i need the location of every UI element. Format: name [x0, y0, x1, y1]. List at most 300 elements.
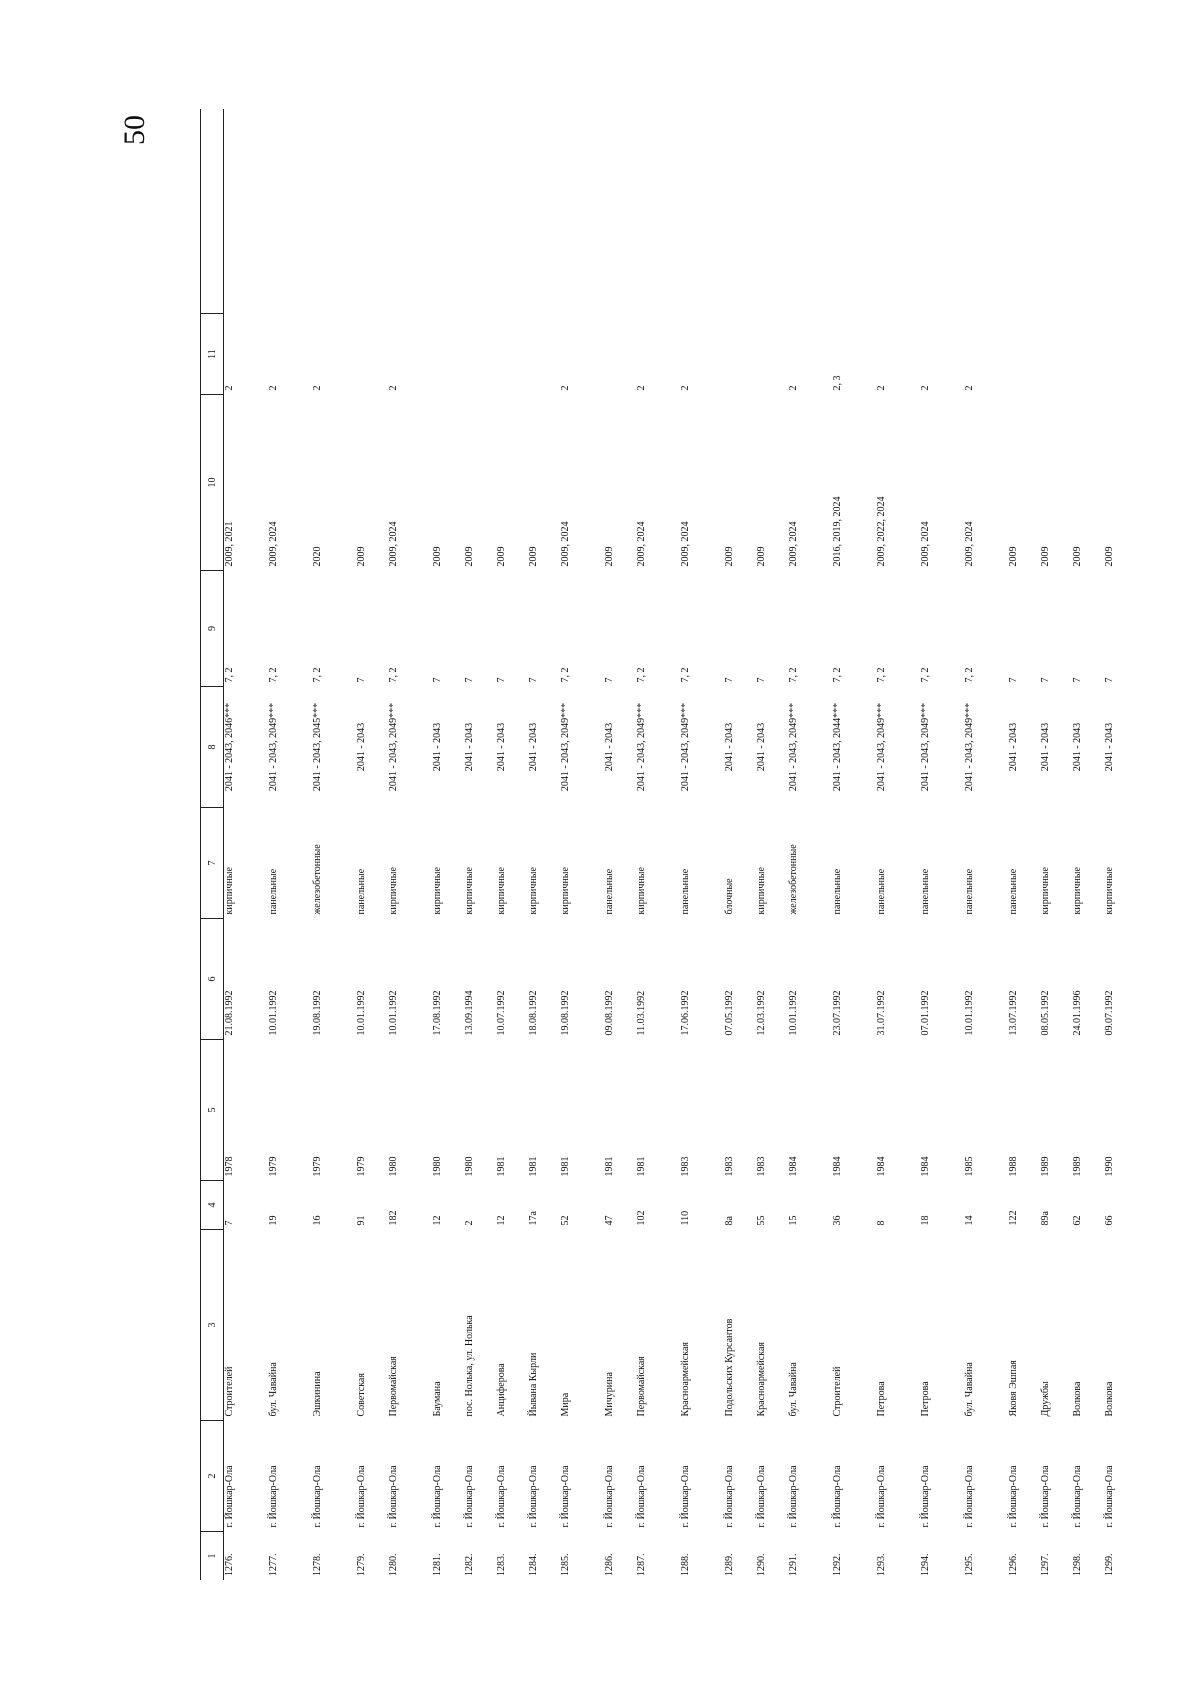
cell-house-number: 110 — [679, 1210, 691, 1226]
cell-house-number: 8а — [723, 1216, 735, 1226]
cell-city: г. Йошкар-Ола — [1071, 1465, 1083, 1528]
cell-row-number: 1278. — [311, 1553, 323, 1576]
cell-street: Баумана — [431, 1381, 443, 1417]
cell-col10-value: 2009 — [431, 546, 443, 567]
cell-street: бул. Чавайна — [267, 1362, 279, 1417]
cell-city: г. Йошкар-Ола — [679, 1465, 691, 1528]
cell-wall-material: панельные — [919, 868, 931, 915]
cell-col9-value: 7 — [1071, 677, 1083, 683]
cell-blank — [1072, 109, 1104, 314]
cell-blank — [680, 109, 724, 314]
cell-wall-material: блочные — [723, 878, 735, 915]
cell-col11-value — [604, 314, 636, 395]
col-header-9: 9 — [201, 571, 224, 687]
cell-col11-value — [1040, 314, 1072, 395]
cell-col10-value: 2009 — [1071, 546, 1083, 567]
cell-col10-value: 2009, 2024 — [963, 521, 975, 567]
cell-wall-material: кирпичные — [1071, 867, 1083, 915]
col-header-10: 10 — [201, 395, 224, 571]
cell-col11-value — [1072, 314, 1104, 395]
cell-house-number: 12 — [495, 1215, 507, 1226]
cell-row-number: 1298. — [1071, 1553, 1083, 1576]
cell-col9-value: 7 — [495, 677, 507, 683]
cell-city: г. Йошкар-Ола — [831, 1465, 843, 1528]
cell-col10-value: 2009, 2024 — [787, 521, 799, 567]
cell-date: 08.05.1992 — [1039, 990, 1051, 1036]
cell-city: г. Йошкар-Ола — [355, 1465, 367, 1528]
cell-col11-value: 2 — [559, 385, 571, 391]
table-row — [1008, 109, 1040, 1580]
cell-house-number: 8 — [875, 1220, 887, 1226]
cell-period: 2041 - 2043 — [1007, 722, 1019, 772]
cell-street: Красноармейская — [679, 1342, 691, 1417]
cell-street: Советская — [355, 1373, 367, 1417]
table-row — [560, 109, 604, 1580]
cell-col11-value: 2 — [311, 385, 323, 391]
cell-col11-value: 2 — [387, 385, 399, 391]
cell-col11-value: 2 — [875, 385, 887, 391]
cell-date: 10.07.1992 — [495, 990, 507, 1036]
table-row — [432, 109, 464, 1580]
cell-blank — [464, 109, 496, 314]
cell-row-number: 1293. — [875, 1553, 887, 1576]
cell-col10-value: 2009 — [463, 546, 475, 567]
cell-house-number: 91 — [355, 1215, 367, 1226]
cell-col9-value: 7, 2 — [311, 667, 323, 683]
cell-wall-material: кирпичные — [1039, 867, 1051, 915]
cell-col9-value: 7 — [1039, 677, 1051, 683]
table-row — [604, 109, 636, 1580]
cell-col11-value — [724, 314, 756, 395]
cell-blank — [560, 109, 604, 314]
cell-row-number: 1283. — [495, 1553, 507, 1576]
cell-col10-value: 2009 — [527, 546, 539, 567]
cell-date: 10.01.1992 — [963, 990, 975, 1036]
cell-col11-value — [756, 314, 788, 395]
cell-city: г. Йошкар-Ола — [635, 1465, 647, 1528]
cell-date: 24.01.1996 — [1071, 990, 1083, 1036]
cell-build-year: 1980 — [463, 1156, 475, 1177]
cell-city: г. Йошкар-Ола — [267, 1465, 279, 1528]
cell-build-year: 1984 — [831, 1156, 843, 1177]
cell-col10-value: 2009, 2021 — [224, 521, 235, 567]
cell-period: 2041 - 2043 — [355, 722, 367, 772]
cell-col10-value: 2009 — [1039, 546, 1051, 567]
cell-col11-value: 2 — [267, 385, 279, 391]
cell-blank — [268, 109, 312, 314]
cell-street: Первомайская — [387, 1356, 399, 1417]
cell-street: пос. Нолька, ул. Нолька — [463, 1315, 475, 1417]
col-header-7: 7 — [201, 808, 224, 919]
cell-blank — [876, 109, 920, 314]
cell-wall-material: кирпичные — [431, 867, 443, 915]
cell-city: г. Йошкар-Ола — [723, 1465, 735, 1528]
cell-blank — [604, 109, 636, 314]
cell-col9-value: 7, 2 — [267, 667, 279, 683]
cell-row-number: 1295. — [963, 1553, 975, 1576]
cell-blank — [1104, 109, 1136, 314]
cell-build-year: 1981 — [495, 1156, 507, 1177]
cell-col9-value: 7, 2 — [831, 667, 843, 683]
cell-street: Петрова — [919, 1381, 931, 1417]
cell-row-number: 1280. — [387, 1553, 399, 1576]
cell-wall-material: железобетонные — [311, 844, 323, 915]
cell-build-year: 1988 — [1007, 1156, 1019, 1177]
cell-wall-material: кирпичные — [224, 867, 235, 915]
cell-col9-value: 7, 2 — [224, 667, 235, 683]
cell-period: 2041 - 2043 — [755, 722, 767, 772]
cell-col9-value: 7, 2 — [919, 667, 931, 683]
cell-date: 19.08.1992 — [559, 990, 571, 1036]
cell-house-number: 182 — [387, 1210, 399, 1226]
cell-city: г. Йошкар-Ола — [431, 1465, 443, 1528]
table-row — [964, 109, 1008, 1580]
cell-col9-value: 7, 2 — [875, 667, 887, 683]
cell-col9-value: 7, 2 — [387, 667, 399, 683]
cell-street: Красноармейская — [755, 1342, 767, 1417]
cell-wall-material: кирпичные — [527, 867, 539, 915]
cell-city: г. Йошкар-Ола — [875, 1465, 887, 1528]
cell-build-year: 1984 — [919, 1156, 931, 1177]
cell-build-year: 1983 — [755, 1156, 767, 1177]
cell-date: 17.08.1992 — [431, 990, 443, 1036]
cell-period: 2041 - 2043, 2046*** — [224, 702, 235, 792]
cell-row-number: 1279. — [355, 1553, 367, 1576]
cell-col10-value: 2009, 2024 — [559, 521, 571, 567]
cell-col10-value: 2009, 2024 — [679, 521, 691, 567]
cell-row-number: 1292. — [831, 1553, 843, 1576]
col-header-11: 11 — [201, 314, 224, 395]
cell-col9-value: 7, 2 — [787, 667, 799, 683]
cell-col10-value: 2009 — [723, 546, 735, 567]
cell-wall-material: железобетонные — [787, 844, 799, 915]
col-header-5: 5 — [201, 1040, 224, 1181]
cell-build-year: 1989 — [1039, 1156, 1051, 1177]
cell-wall-material: панельные — [963, 868, 975, 915]
cell-city: г. Йошкар-Ола — [603, 1465, 615, 1528]
cell-city: г. Йошкар-Ола — [919, 1465, 931, 1528]
cell-row-number: 1286. — [603, 1553, 615, 1576]
cell-street: Строителей — [831, 1366, 843, 1417]
table-row — [224, 109, 268, 1580]
cell-col9-value: 7, 2 — [963, 667, 975, 683]
cell-blank — [832, 109, 876, 314]
cell-city: г. Йошкар-Ола — [755, 1465, 767, 1528]
cell-city: г. Йошкар-Ола — [1103, 1465, 1115, 1528]
cell-date: 13.07.1992 — [1007, 990, 1019, 1036]
cell-row-number: 1287. — [635, 1553, 647, 1576]
cell-house-number: 66 — [1103, 1215, 1115, 1226]
cell-col10-value: 2009, 2022, 2024 — [875, 496, 887, 567]
cell-build-year: 1979 — [311, 1156, 323, 1177]
cell-period: 2041 - 2043, 2049*** — [875, 702, 887, 792]
cell-wall-material: панельные — [603, 868, 615, 915]
cell-house-number: 89а — [1039, 1211, 1051, 1226]
cell-col10-value: 2009, 2024 — [267, 521, 279, 567]
col-header-6: 6 — [201, 919, 224, 1040]
cell-blank — [496, 109, 528, 314]
cell-blank — [756, 109, 788, 314]
cell-blank — [636, 109, 680, 314]
cell-house-number: 36 — [831, 1215, 843, 1226]
table-row — [1104, 109, 1136, 1580]
cell-period: 2041 - 2043, 2049*** — [963, 702, 975, 792]
cell-period: 2041 - 2043, 2049*** — [559, 702, 571, 792]
cell-wall-material: панельные — [355, 868, 367, 915]
cell-period: 2041 - 2043 — [1039, 722, 1051, 772]
cell-date: 21.08.1992 — [224, 990, 235, 1036]
table-row — [920, 109, 964, 1580]
col-header-3: 3 — [201, 1230, 224, 1421]
cell-date: 07.01.1992 — [919, 990, 931, 1036]
cell-build-year: 1980 — [387, 1156, 399, 1177]
cell-wall-material: панельные — [1007, 868, 1019, 915]
cell-blank — [788, 109, 832, 314]
cell-build-year: 1985 — [963, 1156, 975, 1177]
cell-row-number: 1277. — [267, 1553, 279, 1576]
cell-wall-material: кирпичные — [463, 867, 475, 915]
table-row — [268, 109, 312, 1580]
cell-col10-value: 2009, 2024 — [387, 521, 399, 567]
cell-street: бул. Чавайна — [963, 1362, 975, 1417]
table-row — [356, 109, 388, 1580]
cell-row-number: 1285. — [559, 1553, 571, 1576]
cell-wall-material: панельные — [831, 868, 843, 915]
cell-col9-value: 7 — [355, 677, 367, 683]
cell-street: Эшкинина — [311, 1371, 323, 1417]
col-header-4: 4 — [201, 1181, 224, 1230]
cell-date: 18.08.1992 — [527, 990, 539, 1036]
cell-wall-material: кирпичные — [1103, 867, 1115, 915]
col-header-1: 1 — [201, 1532, 224, 1581]
cell-city: г. Йошкар-Ола — [1007, 1465, 1019, 1528]
table-row — [756, 109, 788, 1580]
cell-date: 17.06.1992 — [679, 990, 691, 1036]
cell-col11-value — [1104, 314, 1136, 395]
cell-col11-value: 2 — [787, 385, 799, 391]
cell-date: 12.03.1992 — [755, 990, 767, 1036]
cell-period: 2041 - 2043 — [603, 722, 615, 772]
cell-period: 2041 - 2043, 2045*** — [311, 702, 323, 792]
cell-row-number: 1282. — [463, 1553, 475, 1576]
cell-date: 23.07.1992 — [831, 990, 843, 1036]
cell-col11-value — [356, 314, 388, 395]
cell-col9-value: 7, 2 — [679, 667, 691, 683]
cell-col9-value: 7 — [527, 677, 539, 683]
cell-col10-value: 2009 — [1007, 546, 1019, 567]
cell-row-number: 1297. — [1039, 1553, 1051, 1576]
cell-col10-value: 2009 — [1103, 546, 1115, 567]
cell-col11-value: 2, 3 — [831, 375, 843, 391]
cell-build-year: 1981 — [559, 1156, 571, 1177]
cell-period: 2041 - 2043, 2049*** — [679, 702, 691, 792]
cell-house-number: 55 — [755, 1215, 767, 1226]
cell-house-number: 17а — [527, 1211, 539, 1226]
table-body — [224, 109, 1136, 1580]
cell-blank — [312, 109, 356, 314]
cell-city: г. Йошкар-Ола — [1039, 1465, 1051, 1528]
cell-build-year: 1983 — [723, 1156, 735, 1177]
cell-period: 2041 - 2043, 2049*** — [787, 702, 799, 792]
cell-date: 09.07.1992 — [1103, 990, 1115, 1036]
column-number-header — [201, 109, 224, 1580]
cell-city: г. Йошкар-Ола — [463, 1465, 475, 1528]
table-row — [1072, 109, 1104, 1580]
col-header-blank — [201, 109, 224, 314]
cell-house-number: 12 — [431, 1215, 443, 1226]
cell-col11-value — [528, 314, 560, 395]
table-row — [788, 109, 832, 1580]
cell-wall-material: кирпичные — [387, 867, 399, 915]
cell-row-number: 1288. — [679, 1553, 691, 1576]
cell-date: 10.01.1992 — [787, 990, 799, 1036]
cell-house-number: 2 — [463, 1220, 475, 1226]
cell-house-number: 19 — [267, 1215, 279, 1226]
cell-street: Анциферова — [495, 1363, 507, 1417]
cell-date: 11.03.1992 — [635, 990, 647, 1036]
cell-col9-value: 7 — [755, 677, 767, 683]
cell-date: 13.09.1994 — [463, 990, 475, 1036]
cell-build-year: 1981 — [603, 1156, 615, 1177]
cell-row-number: 1281. — [431, 1553, 443, 1576]
cell-date: 10.01.1992 — [355, 990, 367, 1036]
cell-blank — [388, 109, 432, 314]
cell-street: Волкова — [1103, 1381, 1115, 1417]
cell-build-year: 1979 — [267, 1156, 279, 1177]
cell-col11-value — [464, 314, 496, 395]
cell-street: Йывана Кырли — [527, 1352, 539, 1417]
cell-col11-value: 2 — [919, 385, 931, 391]
cell-period: 2041 - 2043 — [1103, 722, 1115, 772]
table-row — [724, 109, 756, 1580]
cell-street: Мичурина — [603, 1372, 615, 1417]
housing-table — [200, 109, 1136, 1580]
cell-street: Дружбы — [1039, 1381, 1051, 1417]
cell-col10-value: 2009, 2024 — [635, 521, 647, 567]
cell-wall-material: кирпичные — [495, 867, 507, 915]
cell-city: г. Йошкар-Ола — [387, 1465, 399, 1528]
cell-period: 2041 - 2043, 2044*** — [831, 702, 843, 792]
cell-house-number: 62 — [1071, 1215, 1083, 1226]
cell-period: 2041 - 2043 — [495, 722, 507, 772]
cell-street: бул. Чавайна — [787, 1362, 799, 1417]
cell-period: 2041 - 2043, 2049*** — [387, 702, 399, 792]
cell-row-number: 1291. — [787, 1553, 799, 1576]
cell-row-number: 1276. — [224, 1553, 235, 1576]
cell-blank — [432, 109, 464, 314]
cell-blank — [920, 109, 964, 314]
cell-wall-material: кирпичные — [559, 867, 571, 915]
cell-city: г. Йошкар-Ола — [963, 1465, 975, 1528]
cell-date: 10.01.1992 — [387, 990, 399, 1036]
cell-build-year: 1984 — [787, 1156, 799, 1177]
cell-period: 2041 - 2043 — [1071, 722, 1083, 772]
cell-date: 07.05.1992 — [723, 990, 735, 1036]
cell-row-number: 1294. — [919, 1553, 931, 1576]
cell-row-number: 1296. — [1007, 1553, 1019, 1576]
cell-blank — [224, 109, 268, 314]
cell-col10-value: 2016, 2019, 2024 — [831, 496, 843, 567]
cell-period: 2041 - 2043 — [463, 722, 475, 772]
table-row — [496, 109, 528, 1580]
table-row — [528, 109, 560, 1580]
cell-street: Петрова — [875, 1381, 887, 1417]
cell-col10-value: 2020 — [311, 546, 323, 567]
cell-blank — [356, 109, 388, 314]
cell-build-year: 1984 — [875, 1156, 887, 1177]
cell-blank — [964, 109, 1008, 314]
cell-col11-value: 2 — [635, 385, 647, 391]
cell-col11-value — [496, 314, 528, 395]
cell-build-year: 1979 — [355, 1156, 367, 1177]
cell-build-year: 1983 — [679, 1156, 691, 1177]
cell-col11-value — [432, 314, 464, 395]
cell-col11-value: 2 — [963, 385, 975, 391]
cell-build-year: 1980 — [431, 1156, 443, 1177]
cell-wall-material: панельные — [679, 868, 691, 915]
cell-street: Первомайская — [635, 1356, 647, 1417]
cell-col9-value: 7 — [431, 677, 443, 683]
cell-wall-material: панельные — [875, 868, 887, 915]
cell-row-number: 1284. — [527, 1553, 539, 1576]
cell-row-number: 1299. — [1103, 1553, 1115, 1576]
cell-street: Яковя Эшпая — [1007, 1360, 1019, 1417]
cell-city: г. Йошкар-Ола — [527, 1465, 539, 1528]
table-row — [680, 109, 724, 1580]
cell-col10-value: 2009, 2024 — [919, 521, 931, 567]
cell-col9-value: 7 — [463, 677, 475, 683]
cell-blank — [528, 109, 560, 314]
cell-city: г. Йошкар-Ола — [787, 1465, 799, 1528]
cell-date: 10.01.1992 — [267, 990, 279, 1036]
cell-row-number: 1290. — [755, 1553, 767, 1576]
col-header-2: 2 — [201, 1421, 224, 1532]
cell-wall-material: панельные — [267, 868, 279, 915]
cell-build-year: 1978 — [224, 1156, 235, 1177]
cell-col11-value: 2 — [224, 385, 235, 391]
cell-house-number: 15 — [787, 1215, 799, 1226]
table-row — [1040, 109, 1072, 1580]
cell-street: Строителей — [224, 1366, 235, 1417]
cell-street: Мира — [559, 1392, 571, 1417]
cell-period: 2041 - 2043, 2049*** — [267, 702, 279, 792]
cell-col10-value: 2009 — [755, 546, 767, 567]
cell-city: г. Йошкар-Ола — [311, 1465, 323, 1528]
cell-period: 2041 - 2043, 2049*** — [635, 702, 647, 792]
cell-col9-value: 7, 2 — [635, 667, 647, 683]
cell-house-number: 7 — [224, 1220, 235, 1226]
cell-period: 2041 - 2043 — [527, 722, 539, 772]
cell-blank — [1008, 109, 1040, 314]
col-header-8: 8 — [201, 687, 224, 808]
cell-col9-value: 7 — [1103, 677, 1115, 683]
cell-house-number: 18 — [919, 1215, 931, 1226]
cell-date: 31.07.1992 — [875, 990, 887, 1036]
cell-street: Подольских Курсантов — [723, 1318, 735, 1417]
cell-wall-material: кирпичные — [755, 867, 767, 915]
cell-city: г. Йошкар-Ола — [495, 1465, 507, 1528]
table-row — [312, 109, 356, 1580]
cell-build-year: 1989 — [1071, 1156, 1083, 1177]
table-row — [832, 109, 876, 1580]
table-row — [464, 109, 496, 1580]
cell-house-number: 102 — [635, 1210, 647, 1226]
cell-street: Волкова — [1071, 1381, 1083, 1417]
cell-date: 19.08.1992 — [311, 990, 323, 1036]
cell-col9-value: 7 — [1007, 677, 1019, 683]
page-number: 50 — [118, 115, 151, 145]
cell-period: 2041 - 2043, 2049*** — [919, 702, 931, 792]
